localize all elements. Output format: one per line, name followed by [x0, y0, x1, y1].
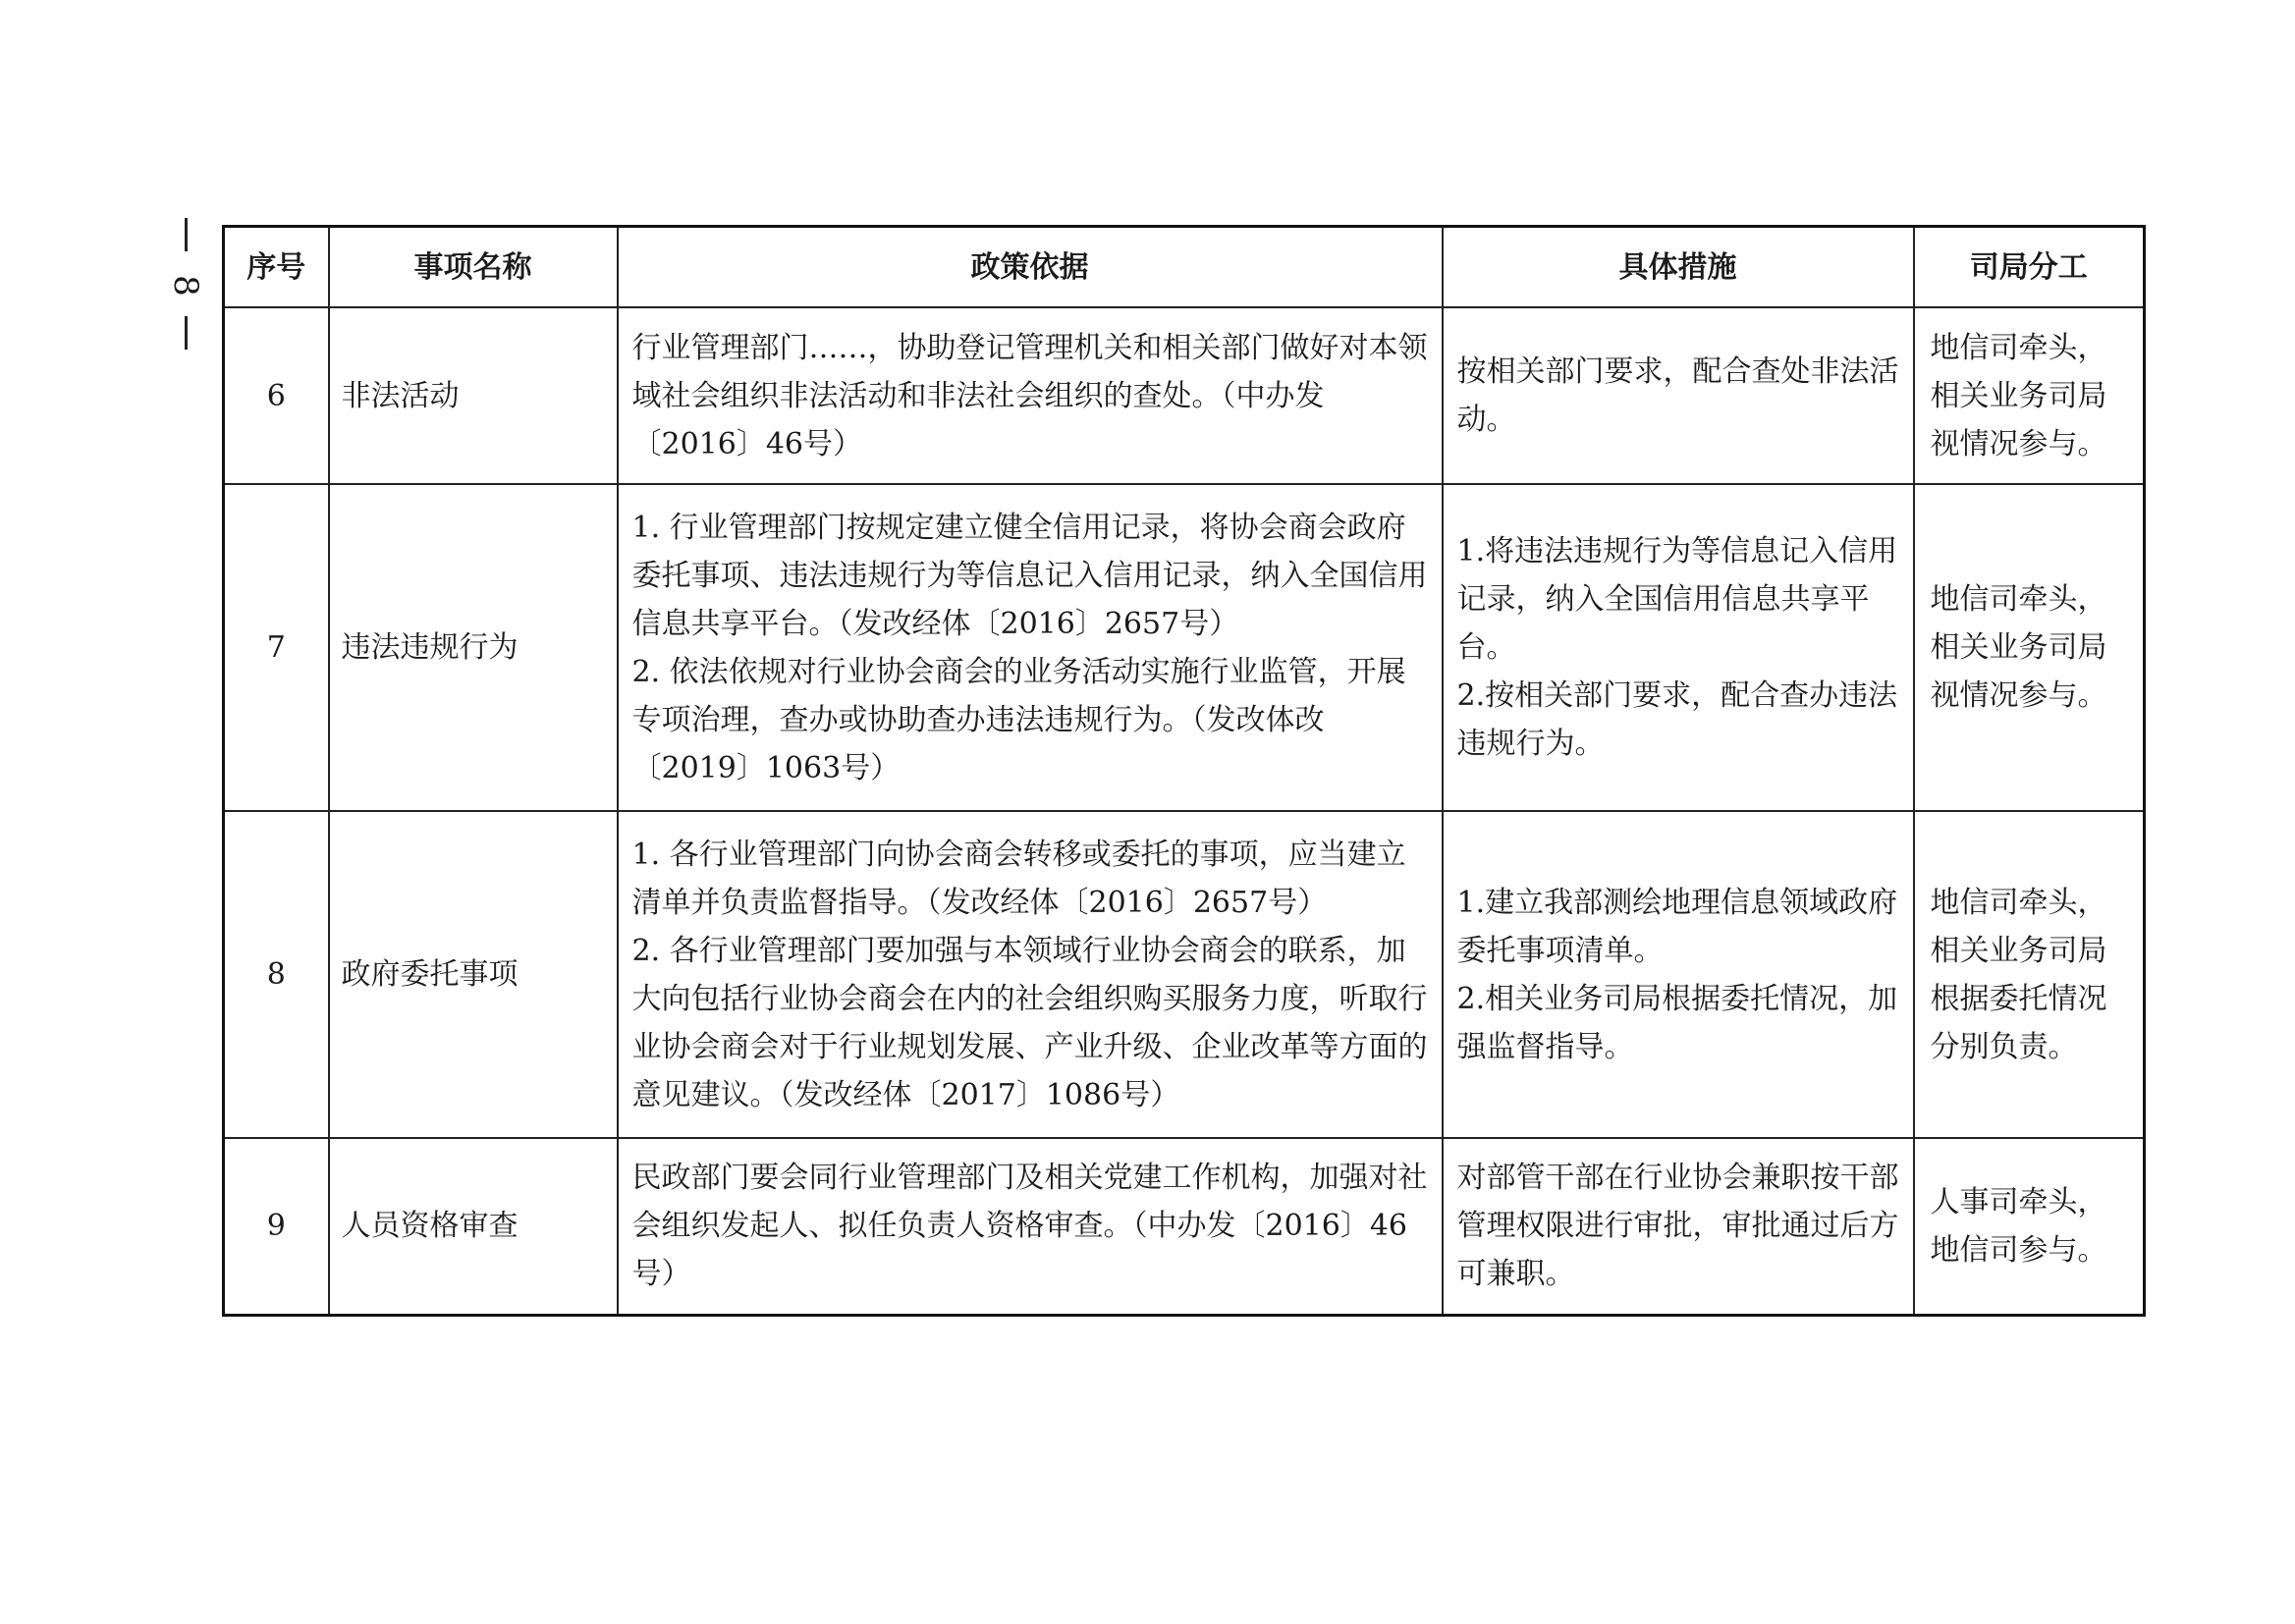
department-division: 地信司牵头，相关业务司局视情况参与。	[1914, 484, 2145, 811]
item-name: 违法违规行为	[329, 484, 618, 811]
item-name: 政府委托事项	[329, 811, 618, 1138]
page-number-rule-bottom	[185, 316, 188, 350]
measure-clause: 1.将违法违规行为等信息记入信用记录，纳入全国信用信息共享平台。	[1456, 534, 1898, 665]
page-number-text: 8	[166, 275, 205, 297]
row-number: 9	[224, 1138, 329, 1315]
table-row	[224, 811, 2145, 1138]
department-division: 人事司牵头，地信司参与。	[1914, 1138, 2145, 1315]
page-number	[163, 218, 208, 350]
row-number: 7	[224, 484, 329, 811]
table-row	[224, 307, 2145, 484]
row-number: 8	[224, 811, 329, 1138]
department-division: 地信司牵头，相关业务司局根据委托情况分别负责。	[1914, 811, 2145, 1138]
specific-measure: 对部管干部在行业协会兼职按干部管理权限进行审批，审批通过后方可兼职。	[1443, 1138, 1914, 1315]
row-number: 6	[224, 307, 329, 484]
specific-measure	[1443, 811, 1914, 1138]
table-header-row	[224, 227, 2145, 308]
measure-clause: 2.相关业务司局根据委托情况，加强监督指导。	[1456, 981, 1898, 1064]
policy-basis-clause: 1. 行业管理部门按规定建立健全信用记录，将协会商会政府委托事项、违法违规行为等信息记入信用记录，纳入全国信用信息共享平台。（发改经体〔2016〕2657号）	[631, 510, 1428, 641]
header-basis: 政策依据	[618, 227, 1443, 308]
page-number-rule-top	[185, 218, 188, 251]
department-division: 地信司牵头，相关业务司局视情况参与。	[1914, 307, 2145, 484]
measure-clause: 1.建立我部测绘地理信息领域政府委托事项清单。	[1456, 885, 1898, 968]
measure-clause: 2.按相关部门要求，配合查办违法违规行为。	[1456, 678, 1898, 761]
policy-basis-clause: 2. 各行业管理部门要加强与本领域行业协会商会的联系，加大向包括行业协会商会在内的社会组织购买服务力度，听取行业协会商会对于行业规划发展、产业升级、企业改革等方面的意见建议。（发改经体〔2017〕1086号）	[631, 933, 1428, 1112]
header-item: 事项名称	[329, 227, 618, 308]
header-dept: 司局分工	[1914, 227, 2145, 308]
table-row	[224, 1138, 2145, 1315]
policy-basis	[618, 811, 1443, 1138]
header-no: 序号	[224, 227, 329, 308]
item-name: 非法活动	[329, 307, 618, 484]
header-measure: 具体措施	[1443, 227, 1914, 308]
item-name: 人员资格审查	[329, 1138, 618, 1315]
specific-measure: 按相关部门要求，配合查处非法活动。	[1443, 307, 1914, 484]
policy-basis	[618, 484, 1443, 811]
policy-basis: 民政部门要会同行业管理部门及相关党建工作机构，加强对社会组织发起人、拟任负责人资格审查。（中办发〔2016〕46号）	[618, 1138, 1443, 1315]
policy-basis-clause: 1. 各行业管理部门向协会商会转移或委托的事项，应当建立清单并负责监督指导。（发改经体〔2016〕2657号）	[631, 837, 1406, 920]
specific-measure	[1443, 484, 1914, 811]
table-row	[224, 484, 2145, 811]
policy-basis-clause: 2. 依法依规对行业协会商会的业务活动实施行业监管，开展专项治理，查办或协助查办违法违规行为。（发改体改〔2019〕1063号）	[631, 654, 1406, 785]
policy-basis: 行业管理部门……，协助登记管理机关和相关部门做好对本领域社会组织非法活动和非法社会组织的查处。（中办发〔2016〕46号）	[618, 307, 1443, 484]
policy-table	[222, 225, 2146, 1317]
